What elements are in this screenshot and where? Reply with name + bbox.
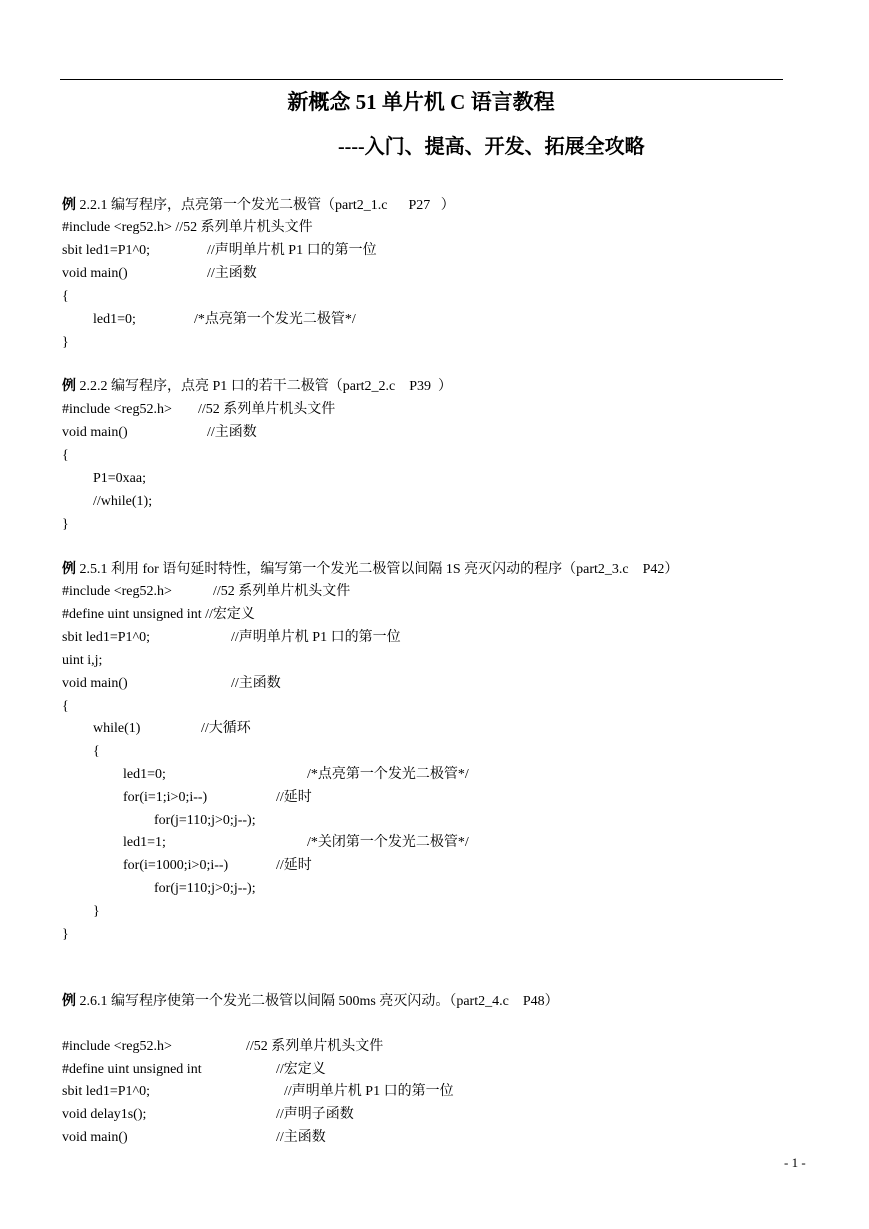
code-line: #include <reg52.h> xyxy=(62,584,172,599)
code-comment: //52 系列单片机头文件 xyxy=(198,402,336,417)
example-heading xyxy=(62,560,678,580)
code-comment: //声明单片机 P1 口的第一位 xyxy=(231,630,401,645)
code-line: { xyxy=(62,289,69,304)
code-line: } xyxy=(62,927,69,942)
code-comment: //52 系列单片机头文件 xyxy=(246,1039,384,1054)
code-line: led1=0; xyxy=(93,312,136,327)
code-line: void main() xyxy=(62,425,128,440)
page-number: - 1 - xyxy=(784,1155,806,1170)
code-comment: /*关闭第一个发光二极管*/ xyxy=(307,835,469,850)
code-line: while(1) xyxy=(93,721,141,736)
code-line: for(j=110;j>0;j--); xyxy=(154,881,256,896)
code-comment: //延时 xyxy=(276,790,312,805)
example-title: 2.6.1 编写程序使第一个发光二极管以间隔 500ms 亮灭闪动。（part2_4.c P48） xyxy=(76,994,559,1009)
code-line: #include <reg52.h> xyxy=(62,1039,172,1054)
code-line: #include <reg52.h> //52 系列单片机头文件 xyxy=(62,220,313,235)
example-heading xyxy=(62,992,559,1012)
code-comment: /*点亮第一个发光二极管*/ xyxy=(307,767,469,782)
example-label: 例 xyxy=(62,994,76,1009)
example-label: 例 xyxy=(62,562,76,577)
code-line: } xyxy=(93,904,100,919)
code-line: void main() xyxy=(62,1130,128,1145)
code-line: { xyxy=(62,699,69,714)
code-line: uint i,j; xyxy=(62,653,103,668)
code-comment: //主函数 xyxy=(207,266,257,281)
code-line: sbit led1=P1^0; xyxy=(62,243,150,258)
code-comment: //声明子函数 xyxy=(276,1107,354,1122)
code-comment: //主函数 xyxy=(207,425,257,440)
code-line: } xyxy=(62,335,69,350)
code-line: //while(1); xyxy=(93,494,153,509)
example-heading xyxy=(62,377,452,397)
code-line: led1=1; xyxy=(123,835,166,850)
code-comment: //声明单片机 P1 口的第一位 xyxy=(284,1084,454,1099)
code-line: sbit led1=P1^0; xyxy=(62,630,150,645)
code-comment: //主函数 xyxy=(231,676,281,691)
code-line: led1=0; xyxy=(123,767,166,782)
example-label: 例 xyxy=(62,379,76,394)
code-line: sbit led1=P1^0; xyxy=(62,1084,150,1099)
code-comment: //延时 xyxy=(276,858,312,873)
code-line: void main() xyxy=(62,266,128,281)
header-rule xyxy=(60,79,783,80)
code-line: void delay1s(); xyxy=(62,1107,147,1122)
code-line: void main() xyxy=(62,676,128,691)
code-comment: //52 系列单片机头文件 xyxy=(213,584,351,599)
code-comment: //主函数 xyxy=(276,1130,326,1145)
code-comment: //大循环 xyxy=(201,721,251,736)
code-line: } xyxy=(62,517,69,532)
code-line: #define uint unsigned int //宏定义 xyxy=(62,607,255,622)
code-line: P1=0xaa; xyxy=(93,471,146,486)
code-line: #define uint unsigned int xyxy=(62,1062,202,1077)
code-line: for(i=1000;i>0;i--) xyxy=(123,858,229,873)
code-line: { xyxy=(62,448,69,463)
example-title: 2.5.1 利用 for 语句延时特性，编写第一个发光二极管以间隔 1S 亮灭闪动的程序（part2_3.c P42） xyxy=(76,562,679,577)
example-title: 2.2.1 编写程序，点亮第一个发光二极管（part2_1.c P27 ） xyxy=(76,198,455,213)
document-title: 新概念 51 单片机 C 语言教程 xyxy=(287,90,555,114)
code-line: for(j=110;j>0;j--); xyxy=(154,813,256,828)
example-title: 2.2.2 编写程序，点亮 P1 口的若干二极管（part2_2.c P39 ） xyxy=(76,379,453,394)
code-comment: /*点亮第一个发光二极管*/ xyxy=(194,312,356,327)
code-line: { xyxy=(93,744,100,759)
code-comment: //声明单片机 P1 口的第一位 xyxy=(207,243,377,258)
code-line: for(i=1;i>0;i--) xyxy=(123,790,208,805)
example-label: 例 xyxy=(62,198,76,213)
code-line: #include <reg52.h> xyxy=(62,402,172,417)
document-subtitle: ----入门、提高、开发、拓展全攻略 xyxy=(338,136,645,158)
example-heading xyxy=(62,196,455,216)
code-comment: //宏定义 xyxy=(276,1062,326,1077)
